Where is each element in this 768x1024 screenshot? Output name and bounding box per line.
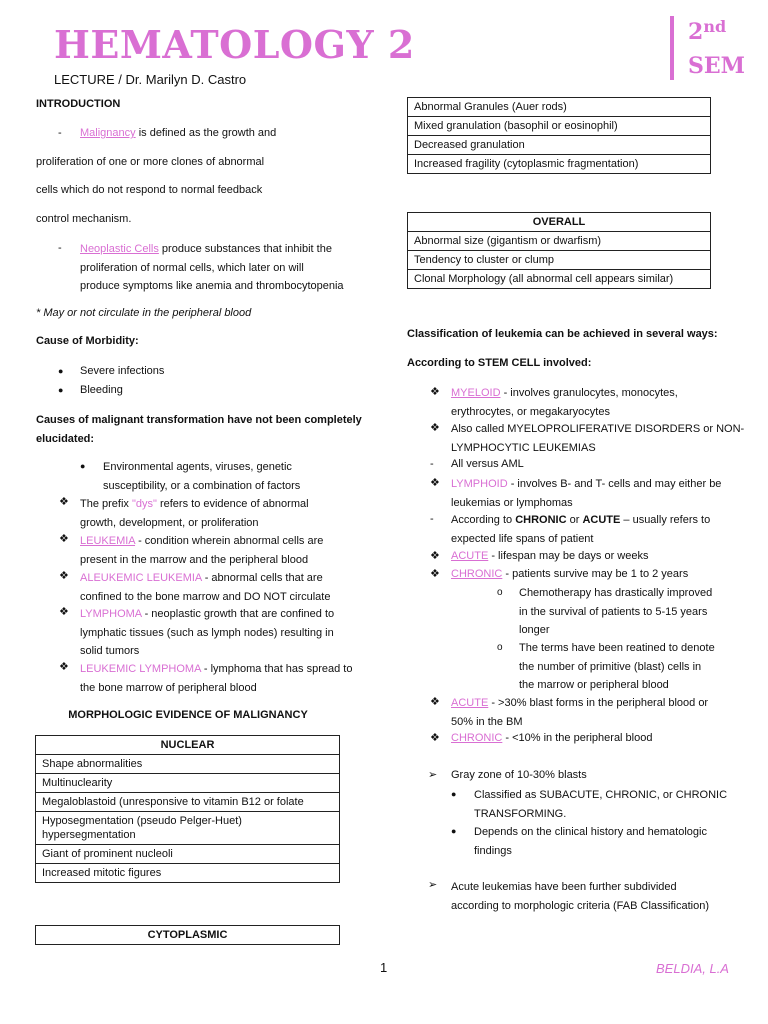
leukemia-item	[80, 532, 323, 569]
acute-blast-text: - >30% blast forms in the peripheral blood or	[488, 697, 709, 709]
malignancy-term: Malignancy	[80, 127, 136, 139]
stem-cell-heading: According to STEM CELL involved:	[407, 357, 592, 369]
leukemic-lymphoma-text: - lymphoma that has spread to	[200, 663, 353, 675]
environment-line1: Environmental agents, viruses, genetic	[103, 461, 292, 473]
causes-heading-line2: elucidated:	[36, 432, 95, 445]
acute-leukemias-item	[451, 878, 709, 915]
causes-heading-line1: Causes of malignant transformation have not been completely	[36, 414, 362, 426]
acute-lifespan-item	[451, 550, 648, 562]
bullet-marker: ●	[58, 385, 64, 395]
diamond-bullet-icon: ❖	[59, 570, 69, 582]
terms-line1: The terms have been reatined to denote	[519, 642, 715, 654]
bullet-marker: ●	[80, 461, 86, 471]
table-row: Megaloblastoid (unresponsive to vitamin B12 or folate	[36, 793, 340, 812]
chronic-blast-item	[451, 732, 652, 744]
author-name: BELDIA, L.A	[656, 961, 729, 976]
lymphoma-line3: solid tumors	[80, 645, 140, 657]
malignancy-line2: proliferation of one or more clones of abnormal	[36, 156, 265, 168]
header-divider	[670, 16, 674, 80]
diamond-bullet-icon: ❖	[430, 422, 440, 434]
dys-item	[80, 495, 309, 532]
chronic-blast-term: CHRONIC	[451, 732, 503, 744]
terms-line3: the marrow or peripheral blood	[519, 679, 669, 691]
chemotherapy-line3: longer	[519, 624, 550, 636]
lymphoma-text: - neoplastic growth that are confined to	[141, 608, 335, 620]
leukemia-line2: present in the marrow and the peripheral blood	[80, 553, 309, 566]
leukemic-lymphoma-line2: the bone marrow of peripheral blood	[80, 681, 257, 694]
leukemia-text: - condition wherein abnormal cells are	[135, 535, 324, 547]
nuclear-header: NUCLEAR	[36, 736, 340, 755]
dash-marker: -	[58, 242, 62, 254]
according-text: – usually refers to	[620, 514, 711, 526]
bullet-marker: ●	[451, 826, 457, 836]
depends-line1: Depends on the clinical history and hematologic	[474, 826, 707, 838]
cytoplasmic-header: CYTOPLASMIC	[36, 926, 340, 945]
also-called-item	[451, 420, 744, 457]
dys-prefix: The prefix	[80, 498, 132, 510]
malignancy-line4: control mechanism.	[36, 213, 132, 225]
chronic-term: CHRONIC	[451, 568, 503, 580]
lymphoma-line2: lymphatic tissues (such as lymph nodes) resulting in	[80, 626, 334, 639]
or-text: or	[566, 514, 583, 526]
terms-line2: the number of primitive (blast) cells in	[519, 660, 702, 673]
according-prefix: According to	[451, 514, 516, 526]
arrow-bullet-icon: ➢	[428, 879, 438, 891]
leukemia-term: LEUKEMIA	[80, 535, 136, 547]
classified-line2: TRANSFORMING.	[474, 807, 567, 820]
table-row: Abnormal size (gigantism or dwarfism)	[408, 232, 711, 251]
diamond-bullet-icon: ❖	[59, 533, 69, 545]
acute-blast-line2: 50% in the BM	[451, 715, 523, 728]
table-row: Shape abnormalities	[36, 755, 340, 774]
neoplastic-line2: proliferation of normal cells, which later on will	[80, 261, 304, 274]
table-row: Increased fragility (cytoplasmic fragmentation)	[408, 155, 711, 174]
acute-blast-term: ACUTE	[451, 697, 489, 709]
chemotherapy-line1: Chemotherapy has drastically improved	[519, 587, 713, 599]
chemotherapy-line2: in the survival of patients to 5-15 years	[519, 605, 708, 618]
depends-item	[474, 823, 707, 860]
diamond-bullet-icon: ❖	[430, 568, 440, 580]
morbidity-item: Bleeding	[80, 384, 123, 396]
page-number: 1	[380, 960, 388, 975]
overall-header: OVERALL	[408, 213, 711, 232]
leukemic-lymphoma-term: LEUKEMIC LYMPHOMA	[80, 663, 201, 675]
gray-zone-item: Gray zone of 10-30% blasts	[451, 769, 587, 781]
chronic-blast-text: - <10% in the peripheral blood	[502, 732, 653, 744]
table-row-line: Hyposegmentation (pseudo Pelger-Huet)	[42, 815, 242, 827]
table-row: Multinuclearity	[36, 774, 340, 793]
neoplastic-text: produce substances that inhibit the	[158, 243, 332, 255]
malignancy-line3: cells which do not respond to normal feedback	[36, 184, 263, 196]
table-row: Increased mitotic figures	[36, 864, 340, 883]
diamond-bullet-icon: ❖	[430, 386, 440, 398]
lymphoid-text: - involves B- and T- cells and may either be	[507, 478, 722, 490]
neoplastic-line3: produce symptoms like anemia and thrombocytopenia	[80, 280, 344, 292]
environment-item	[103, 458, 300, 495]
table-row	[36, 812, 340, 845]
aleukemic-line2: confined to the bone marrow and DO NOT circulate	[80, 590, 331, 603]
document-title: HEMATOLOGY 2	[54, 22, 415, 67]
diamond-bullet-icon: ❖	[430, 696, 440, 708]
diamond-bullet-icon: ❖	[59, 661, 69, 673]
dash-marker: -	[58, 127, 62, 139]
morbidity-item: Severe infections	[80, 365, 165, 377]
lymphoma-term: LYMPHOMA	[80, 608, 142, 620]
all-versus-aml: All versus AML	[451, 458, 524, 470]
environment-line2: susceptibility, or a combination of factors	[103, 479, 301, 492]
causes-heading	[36, 411, 362, 448]
lecture-subtitle: LECTURE / Dr. Marilyn D. Castro	[54, 72, 247, 87]
table-row: Giant of prominent nucleoli	[36, 845, 340, 864]
lymphoid-line2: leukemias or lymphomas	[451, 496, 573, 509]
chronic-survival-item	[451, 568, 688, 580]
diamond-bullet-icon: ❖	[430, 550, 440, 562]
classification-heading: Classification of leukemia can be achieved in several ways:	[407, 328, 718, 340]
table-row-line: hypersegmentation	[42, 829, 136, 841]
chronic-bold: CHRONIC	[515, 514, 567, 526]
circle-bullet-icon: o	[497, 642, 503, 653]
table-row: Tendency to cluster or clump	[408, 251, 711, 270]
acute-term: ACUTE	[451, 550, 489, 562]
morbidity-heading: Cause of Morbidity:	[36, 335, 139, 347]
morphologic-heading: MORPHOLOGIC EVIDENCE OF MALIGNANCY	[68, 709, 308, 721]
myeloid-term: MYELOID	[451, 387, 501, 399]
diamond-bullet-icon: ❖	[59, 496, 69, 508]
acute-leukemias-line2: according to morphologic criteria (FAB Classification)	[451, 899, 709, 912]
myeloid-line2: erythrocytes, or megakaryocytes	[451, 405, 610, 418]
diamond-bullet-icon: ❖	[430, 477, 440, 489]
acute-blast-item	[451, 694, 708, 731]
arrow-bullet-icon: ➢	[428, 769, 438, 781]
semester-label	[688, 10, 745, 83]
bullet-marker: ●	[451, 789, 457, 799]
overall-table	[407, 212, 711, 289]
sem-number: 2	[688, 19, 704, 45]
diamond-bullet-icon: ❖	[59, 606, 69, 618]
acute-text: - lifespan may be days or weeks	[488, 550, 649, 562]
lymphoma-item	[80, 605, 334, 661]
classified-line1: Classified as SUBACUTE, CHRONIC, or CHRONIC	[474, 789, 728, 801]
aleukemic-text: - abnormal cells that are	[201, 572, 323, 584]
cytoplasmic-table	[407, 97, 711, 174]
malignancy-text: is defined as the growth and	[135, 127, 277, 139]
chronic-text: - patients survive may be 1 to 2 years	[502, 568, 689, 580]
depends-line2: findings	[474, 844, 512, 857]
neoplastic-term: Neoplastic Cells	[80, 243, 159, 255]
aleukemic-term: ALEUKEMIC LEUKEMIA	[80, 572, 202, 584]
table-row: Mixed granulation (basophil or eosinophil)	[408, 117, 711, 136]
table-row: Decreased granulation	[408, 136, 711, 155]
aleukemic-item	[80, 569, 330, 606]
terms-item	[519, 639, 715, 695]
dys-text: refers to evidence of abnormal	[156, 498, 309, 510]
dash-marker: -	[430, 458, 434, 470]
myeloid-item	[451, 384, 678, 421]
according-line2: expected life spans of patient	[451, 532, 594, 545]
cytoplasmic-table-header	[35, 925, 340, 945]
table-row: Clonal Morphology (all abnormal cell appears similar)	[408, 270, 711, 289]
also-called-line2: LYMPHOCYTIC LEUKEMIAS	[451, 441, 596, 454]
malignancy-definition	[80, 127, 276, 139]
dys-line2: growth, development, or proliferation	[80, 516, 259, 529]
sem-word: SEM	[688, 53, 746, 79]
neoplastic-definition	[80, 240, 344, 296]
dash-marker: -	[430, 513, 434, 525]
circle-bullet-icon: o	[497, 587, 503, 598]
dys-term: "dys"	[131, 498, 157, 510]
myeloid-text: - involves granulocytes, monocytes,	[500, 387, 678, 399]
lymphoid-term: LYMPHOID	[451, 478, 508, 490]
chemotherapy-item	[519, 584, 712, 640]
chronic-acute-item	[451, 511, 710, 548]
table-row: Abnormal Granules (Auer rods)	[408, 98, 711, 117]
leukemic-lymphoma-item	[80, 660, 352, 697]
diamond-bullet-icon: ❖	[430, 732, 440, 744]
intro-heading: INTRODUCTION	[36, 98, 121, 110]
classified-item	[474, 786, 727, 823]
bullet-marker: ●	[58, 366, 64, 376]
lymphoid-item	[451, 475, 721, 512]
circulation-note: * May or not circulate in the peripheral blood	[36, 307, 252, 319]
also-called-line1: Also called MYELOPROLIFERATIVE DISORDERS or NON-	[451, 423, 745, 435]
sem-suffix: nd	[703, 17, 727, 36]
acute-bold: ACUTE	[582, 514, 621, 526]
nuclear-table	[35, 735, 340, 883]
acute-leukemias-line1: Acute leukemias have been further subdivided	[451, 881, 677, 893]
